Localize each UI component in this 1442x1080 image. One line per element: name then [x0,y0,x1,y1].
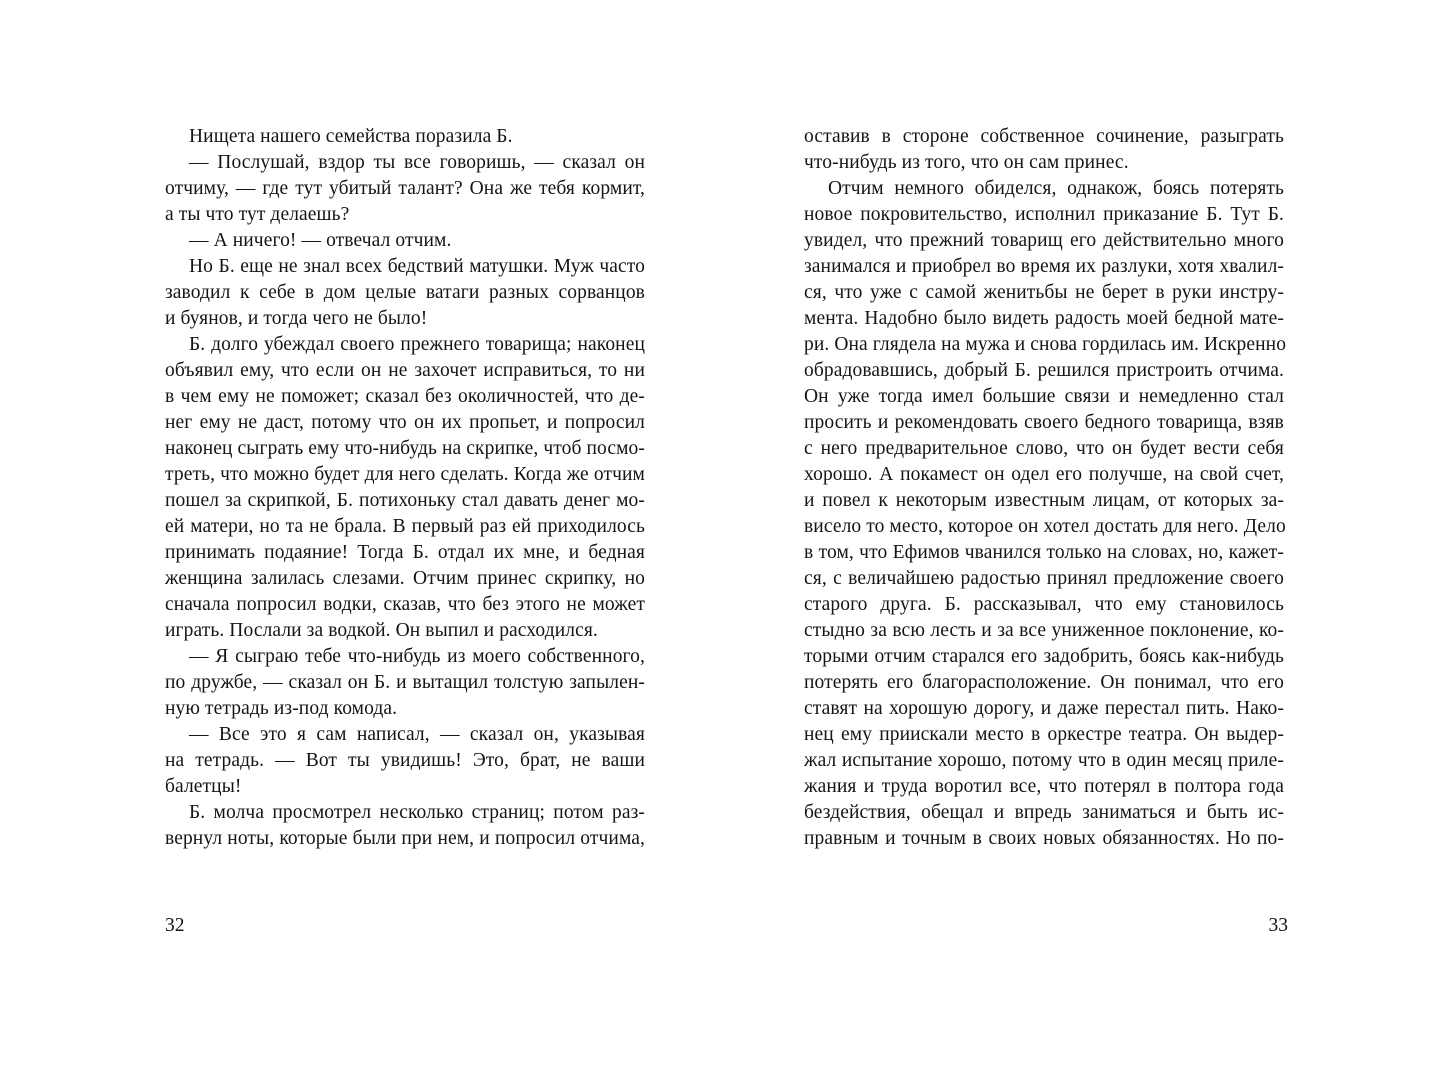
text-line: Но Б. еще не знал всех бедствий матушки. Муж часто [189,256,645,277]
text-line: и буянов, и тогда чего не было! [165,308,428,329]
text-line: играть. Послали за водкой. Он выпил и расходился. [165,620,598,641]
text-line: ся, что уже с самой женитьбы не берет в руки инстру- [804,282,1284,303]
text-line: нег ему не даст, потому что он их пропьет, и попросил [165,412,645,433]
text-line: что-нибудь из того, что он сам принес. [804,152,1129,173]
text-line: — А ничего! — отвечал отчим. [189,230,452,251]
text-line: треть, что можно будет для него сделать. Когда же отчим [165,464,645,485]
text-line: наконец сыграть ему что-нибудь на скрипке, чтоб посмо- [165,438,645,459]
text-line: сначала попросил водки, сказав, что без этого не может [165,594,645,615]
text-line: ставят на хорошую дорогу, и даже перестал пить. Нако- [804,698,1284,719]
text-line: стыдно за всю лесть и за все униженное поклонение, ко- [804,620,1284,641]
text-line: на тетрадь. — Вот ты увидишь! Это, брат, не ваши [165,750,645,771]
text-line: в чем ему не поможет; сказал без околичностей, что де- [165,386,645,407]
text-line: увидел, что прежний товарищ его действительно много [804,230,1284,251]
text-line: ся, с величайшею радостью принял предложение своего [804,568,1284,589]
text-line: женщина залилась слезами. Отчим принес скрипку, но [165,568,645,589]
text-line: ную тетрадь из-под комода. [165,698,398,719]
text-line: объявил ему, что если он не захочет исправиться, то ни [165,360,645,381]
text-line: обрадовавшись, добрый Б. решился пристроить отчима. [804,360,1284,381]
text-line: потерять его благорасположение. Он понимал, что его [804,672,1284,693]
right-page [721,0,1442,1080]
text-line: Отчим немного обиделся, однакож, боясь потерять [828,178,1284,199]
text-line: по дружбе, — сказал он Б. и вытащил толстую запылен- [165,672,645,693]
text-line: — Я сыграю тебе что-нибудь из моего собственного, [189,646,645,667]
text-line: оставив в стороне собственное сочинение, разыграть [804,126,1284,147]
text-line: — Послушай, вздор ты все говоришь, — сказал он [189,152,645,173]
text-line: жал испытание хорошо, потому что в один месяц приле- [804,750,1284,771]
text-line: — Все это я сам написал, — сказал он, указывая [189,724,645,745]
text-line: отчиму, — где тут убитый талант? Она же тебя кормит, [165,178,645,199]
text-line: вернул ноты, которые были при нем, и попросил отчима, [165,828,645,849]
text-line: старого друга. Б. рассказывал, что ему становилось [804,594,1284,615]
text-line: ри. Она глядела на мужа и снова гордилась им. Искренно [804,334,1287,355]
text-line: с него предварительное слово, что он будет вести себя [804,438,1284,459]
text-line: и повел к некоторым известным лицам, от которых за- [804,490,1284,511]
text-line: правным и точным в своих новых обязанностях. Но по- [804,828,1284,849]
text-line: висело то место, которое он хотел достать для него. Дело [804,516,1286,537]
text-line: жания и труда воротил все, что потерял в полтора года [804,776,1284,797]
text-line: Б. молча просмотрел несколько страниц; потом раз- [189,802,645,823]
text-line: а ты что тут делаешь? [165,204,350,225]
text-line: торыми отчим старался его задобрить, боясь как-нибудь [804,646,1284,667]
text-line: заводил к себе в дом целые ватаги разных сорванцов [165,282,645,303]
text-line: балетцы! [165,776,242,797]
text-line: новое покровительство, исполнил приказание Б. Тут Б. [804,204,1284,225]
text-line: мента. Надобно было видеть радость моей бедной мате- [804,308,1284,329]
text-line: занимался и приобрел во время их разлуки, хотя хвалил- [804,256,1284,277]
text-line: бездействия, обещал и впредь заниматься и быть ис- [804,802,1284,823]
text-line: Б. долго убеждал своего прежнего товарища; наконец [189,334,645,355]
page-number: 33 [1268,915,1288,936]
text-line: нец ему приискали место в оркестре театра. Он выдер- [804,724,1284,745]
text-line: принимать подаяние! Тогда Б. отдал их мне, и бедная [165,542,645,563]
text-line: пошел за скрипкой, Б. потихоньку стал давать денег мо- [165,490,645,511]
text-line: в том, что Ефимов чванился только на словах, но, кажет- [804,542,1284,563]
text-line: просить и рекомендовать своего бедного товарища, взяв [804,412,1284,433]
page-number: 32 [165,915,185,936]
text-line: Нищета нашего семейства поразила Б. [189,126,513,147]
text-line: Он уже тогда имел большие связи и немедленно стал [804,386,1284,407]
text-line: хорошо. А покамест он одел его получше, на свой счет, [804,464,1284,485]
text-line: ей матери, но та не брала. В первый раз ей приходилось [165,516,645,537]
